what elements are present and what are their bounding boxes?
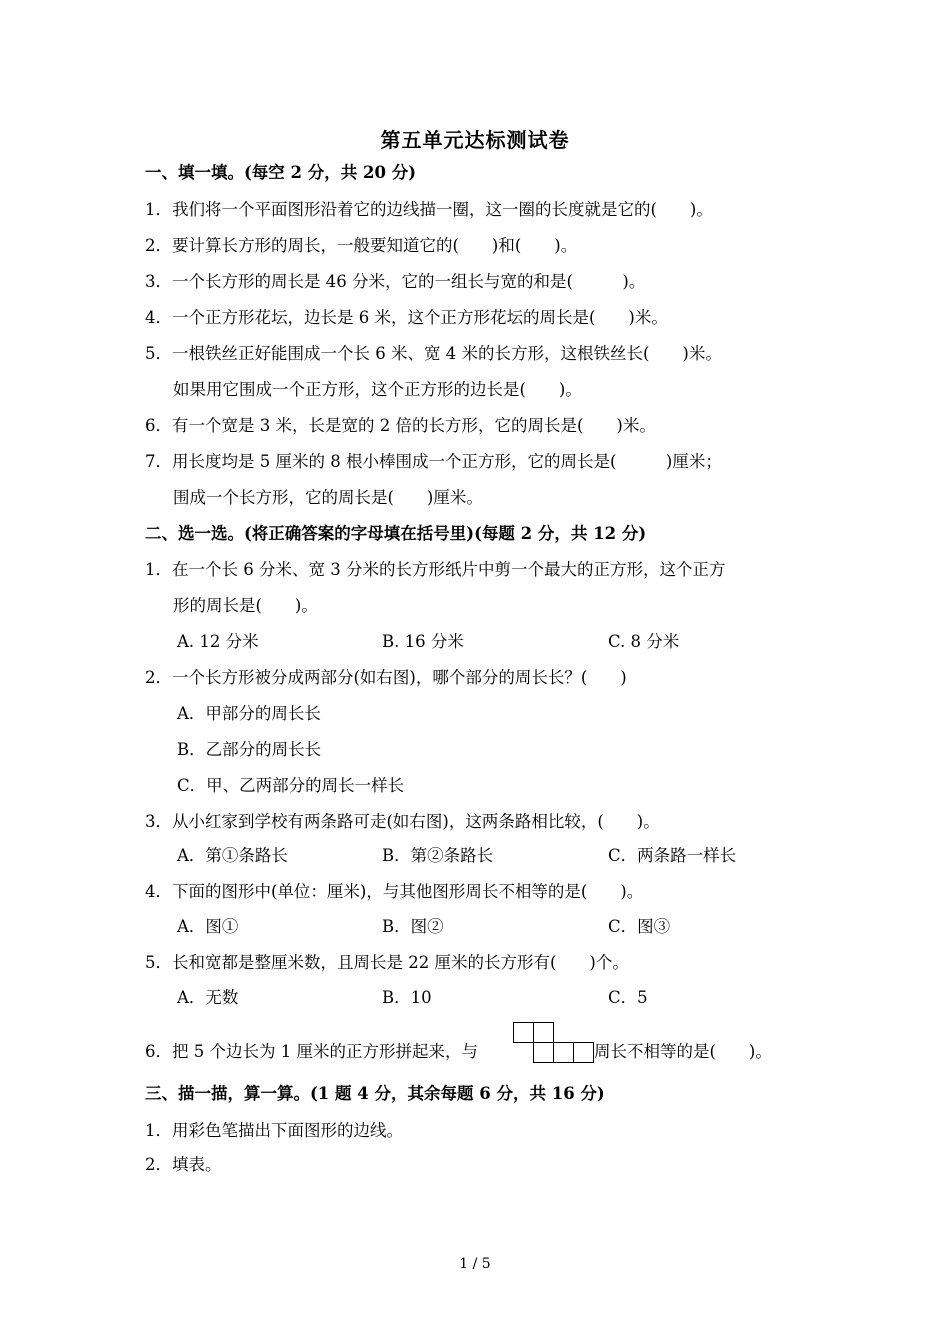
s2-question-1b: 形的周长是( )。	[173, 596, 318, 615]
s3-question-2: 2．填表。	[145, 1155, 222, 1174]
s2-q3-option-c: C．两条路一样长	[608, 846, 737, 865]
s2-question-5: 5．长和宽都是整厘米数，且周长是 22 厘米的长方形有( )个。	[145, 953, 629, 972]
s2-q5-option-a: A．无数	[177, 988, 239, 1007]
s2-question-6-before: 6．把 5 个边长为 1 厘米的正方形拼起来，与	[145, 1042, 478, 1061]
s1-question-4: 4．一个正方形花坛，边长是 6 米，这个正方形花坛的周长是( )米。	[145, 308, 668, 327]
s2-q2-option-a: A．甲部分的周长长	[177, 704, 321, 723]
page-title: 第五单元达标测试卷	[380, 128, 570, 152]
s2-q2-option-c: C．甲、乙两部分的周长一样长	[177, 776, 405, 795]
s2-question-4: 4．下面的图形中(单位：厘米)，与其他图形周长不相等的是( )。	[145, 882, 644, 901]
s2-q3-option-a: A．第①条路长	[177, 846, 288, 865]
section3-heading: 三、描一描，算一算。(1 题 4 分，其余每题 6 分，共 16 分)	[145, 1084, 605, 1103]
s2-q4-option-b: B．图②	[382, 917, 444, 936]
s2-q5-option-c: C．5	[608, 988, 648, 1007]
s1-question-3: 3．一个长方形的周长是 46 分米，它的一组长与宽的和是( )。	[145, 272, 646, 291]
s2-question-3: 3．从小红家到学校有两条路可走(如右图)，这两条路相比较，( )。	[145, 812, 660, 831]
s1-question-5b: 如果用它围成一个正方形，这个正方形的边长是( )。	[173, 380, 582, 399]
s2-question-6-after: 周长不相等的是( )。	[594, 1042, 772, 1061]
section1-heading: 一、填一填。(每空 2 分，共 20 分)	[145, 163, 417, 182]
s1-question-7a: 7．用长度均是 5 厘米的 8 根小棒围成一个正方形，它的周长是( )厘米；	[145, 452, 722, 471]
five-squares-figure	[512, 1021, 594, 1063]
s1-question-6: 6．有一个宽是 3 米，长是宽的 2 倍的长方形，它的周长是( )米。	[145, 416, 656, 435]
s1-question-2: 2．要计算长方形的周长，一般要知道它的( )和( )。	[145, 236, 578, 255]
s1-question-1: 1．我们将一个平面图形沿着它的边线描一圈，这一圈的长度就是它的( )。	[145, 200, 713, 219]
s2-q1-option-c: C. 8 分米	[608, 632, 680, 651]
s3-question-1: 1．用彩色笔描出下面图形的边线。	[145, 1121, 403, 1140]
section2-heading: 二、选一选。(将正确答案的字母填在括号里)(每题 2 分，共 12 分)	[145, 524, 647, 543]
s2-q3-option-b: B．第②条路长	[382, 846, 494, 865]
s2-q4-option-a: A．图①	[177, 917, 239, 936]
page-number: 1 / 5	[459, 1256, 491, 1272]
s2-q1-option-a: A. 12 分米	[177, 632, 259, 651]
s2-question-1a: 1．在一个长 6 分米、宽 3 分米的长方形纸片中剪一个最大的正方形，这个正方	[145, 560, 726, 579]
s1-question-5a: 5．一根铁丝正好能围成一个长 6 米、宽 4 米的长方形，这根铁丝长( )米。	[145, 344, 722, 363]
s2-q2-option-b: B．乙部分的周长长	[177, 740, 322, 759]
s2-q1-option-b: B. 16 分米	[382, 632, 464, 651]
s1-question-7b: 围成一个长方形，它的周长是( )厘米。	[173, 488, 483, 507]
s2-q4-option-c: C．图③	[608, 917, 671, 936]
s2-question-2: 2．一个长方形被分成两部分(如右图)，哪个部分的周长长？( )	[145, 668, 627, 687]
s2-q5-option-b: B．10	[382, 988, 432, 1007]
